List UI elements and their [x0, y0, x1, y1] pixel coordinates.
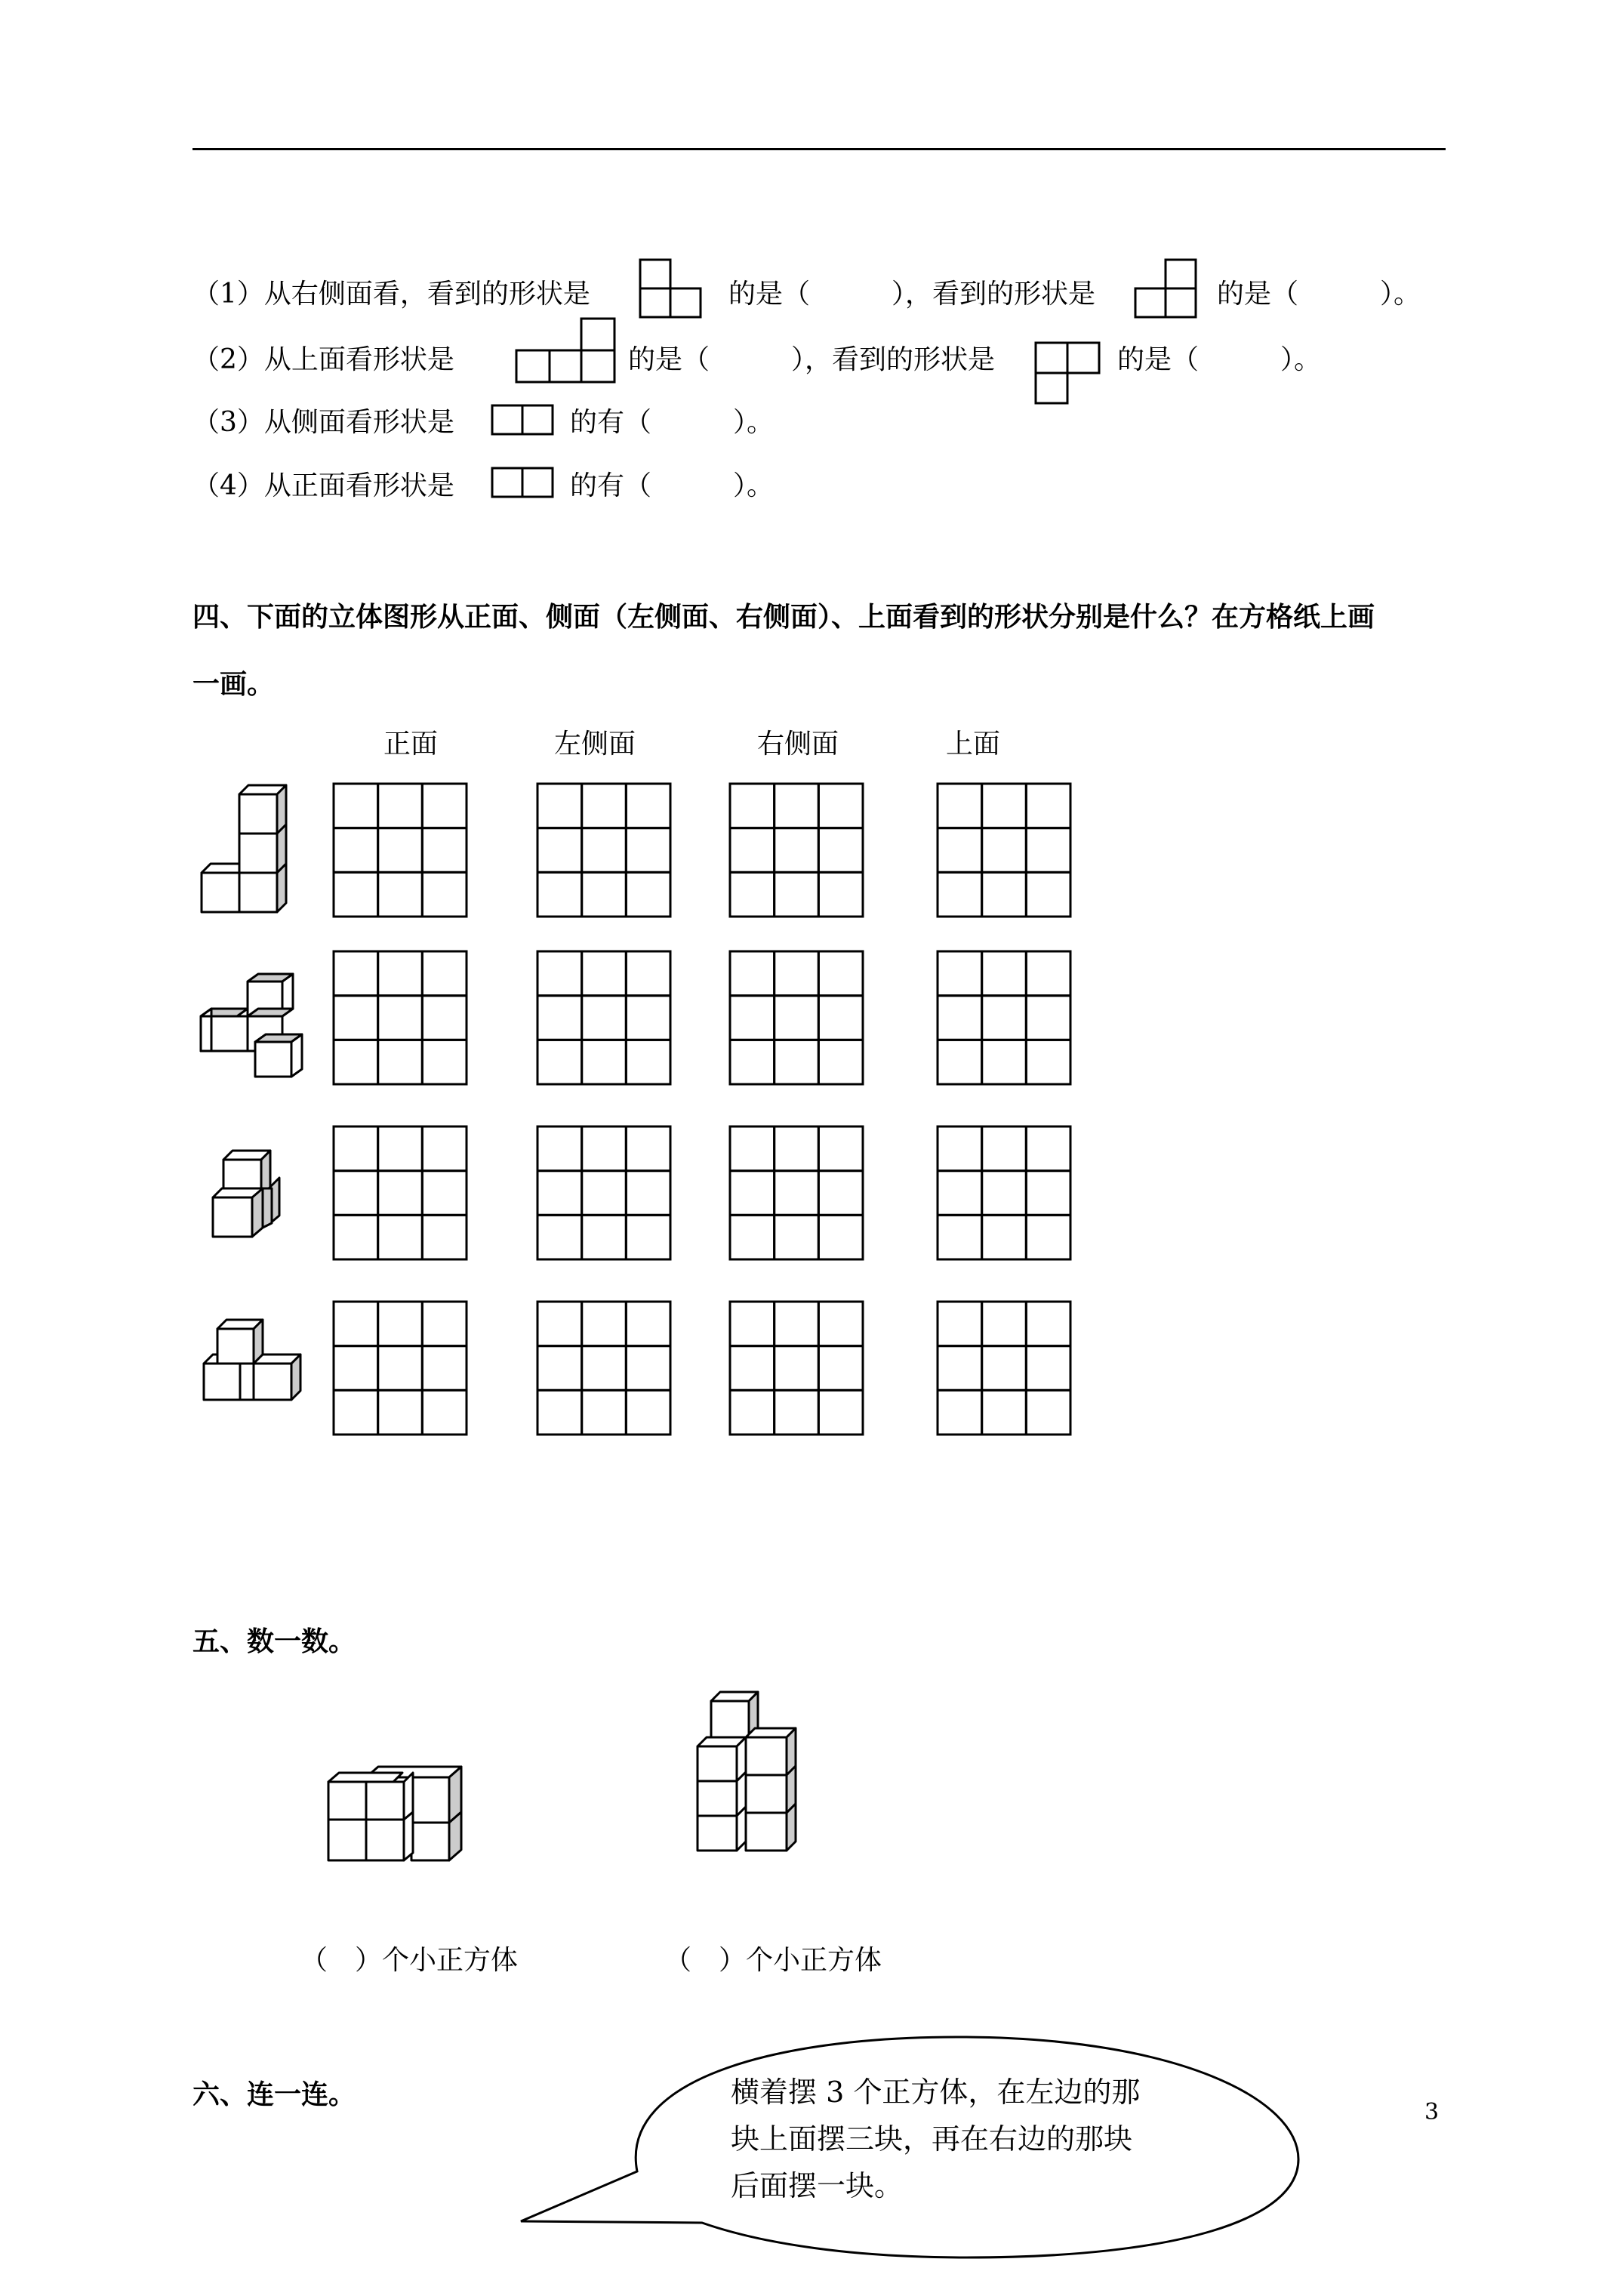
grid-cell[interactable] — [1026, 951, 1070, 996]
grid-cell[interactable] — [938, 784, 982, 828]
q3-text-b: 的有（ ）。 — [570, 407, 775, 438]
grid-cell[interactable] — [938, 996, 982, 1040]
q4-shape — [491, 467, 556, 500]
q1-shape-b — [1134, 258, 1202, 319]
grid-cell[interactable] — [422, 872, 467, 917]
grid-cell[interactable] — [378, 1215, 423, 1259]
q1-text-b: 的是（ ），看到的形状是 — [728, 279, 1096, 310]
grid-cell[interactable] — [334, 1390, 378, 1435]
grid-cell[interactable] — [334, 1040, 378, 1084]
grid-cell[interactable] — [334, 872, 378, 917]
grid-cell[interactable] — [938, 872, 982, 917]
grid-cell[interactable] — [582, 1390, 627, 1435]
grid-cell[interactable] — [334, 1346, 378, 1391]
grid-cell[interactable] — [334, 1171, 378, 1216]
grid-cell[interactable] — [730, 951, 775, 996]
grid-cell[interactable] — [982, 1126, 1027, 1171]
grid-cell[interactable] — [537, 951, 582, 996]
grid-cell[interactable] — [334, 828, 378, 873]
grid-cell[interactable] — [818, 1215, 863, 1259]
q1-text-a: （1）从右侧面看，看到的形状是 — [192, 279, 590, 310]
grid-cell[interactable] — [982, 1040, 1027, 1084]
grid-cell[interactable] — [1026, 1040, 1070, 1084]
grid-cell[interactable] — [1026, 1346, 1070, 1391]
grid-cell[interactable] — [818, 1346, 863, 1391]
grid-cell[interactable] — [537, 1171, 582, 1216]
grid-cell[interactable] — [422, 828, 467, 873]
grid-cell[interactable] — [982, 872, 1027, 917]
grid-cell[interactable] — [582, 996, 627, 1040]
grid-cell[interactable] — [378, 872, 423, 917]
grid-cell[interactable] — [982, 996, 1027, 1040]
grid-cell[interactable] — [626, 951, 670, 996]
grid-cell[interactable] — [1026, 828, 1070, 873]
q2-text-c: 的是（ ）。 — [1117, 344, 1322, 375]
grid-cell[interactable] — [1026, 1302, 1070, 1346]
grid-cell[interactable] — [422, 1040, 467, 1084]
grid-cell[interactable] — [537, 872, 582, 917]
grid-cell[interactable] — [775, 1126, 819, 1171]
grid-cell[interactable] — [938, 1126, 982, 1171]
q2-shape-a — [515, 317, 621, 385]
grid-front-row-1[interactable] — [332, 782, 468, 918]
count-figure-1 — [321, 1759, 472, 1865]
q4-text-b: 的有（ ）。 — [570, 470, 775, 501]
grid-left-side-row-4[interactable] — [536, 1300, 672, 1436]
grid-cell[interactable] — [775, 996, 819, 1040]
section6-title: 六、连一连。 — [192, 2079, 356, 2110]
grid-cell[interactable] — [334, 1302, 378, 1346]
grid-cell[interactable] — [982, 951, 1027, 996]
grid-left-side-row-1[interactable] — [536, 782, 672, 918]
grid-cell[interactable] — [775, 828, 819, 873]
grid-top-row-3[interactable] — [936, 1125, 1072, 1261]
grid-cell[interactable] — [582, 784, 627, 828]
bubble-line-1: 横着摆 3 个正方体，在左边的那 — [731, 2076, 1141, 2109]
grid-cell[interactable] — [582, 1346, 627, 1391]
grid-cell[interactable] — [818, 828, 863, 873]
grid-cell[interactable] — [775, 1215, 819, 1259]
grid-cell[interactable] — [938, 1390, 982, 1435]
grid-cell[interactable] — [938, 1171, 982, 1216]
grid-cell[interactable] — [982, 1215, 1027, 1259]
grid-cell[interactable] — [775, 1171, 819, 1216]
grid-cell[interactable] — [537, 784, 582, 828]
grid-cell[interactable] — [582, 1302, 627, 1346]
grid-cell[interactable] — [818, 872, 863, 917]
grid-cell[interactable] — [378, 784, 423, 828]
grid-cell[interactable] — [537, 996, 582, 1040]
cube-figure-2 — [198, 974, 303, 1080]
grid-cell[interactable] — [334, 1126, 378, 1171]
grid-cell[interactable] — [982, 784, 1027, 828]
bubble-line-2: 块上面摆三块，再在右边的那块 — [731, 2122, 1133, 2156]
grid-cell[interactable] — [938, 1040, 982, 1084]
grid-cell[interactable] — [775, 1040, 819, 1084]
answer-2: （ ）个小正方体 — [664, 1945, 882, 1976]
grid-cell[interactable] — [818, 1171, 863, 1216]
grid-cell[interactable] — [422, 1390, 467, 1435]
grid-top-row-1[interactable] — [936, 782, 1072, 918]
grid-cell[interactable] — [818, 951, 863, 996]
grid-cell[interactable] — [730, 1171, 775, 1216]
grid-cell[interactable] — [582, 828, 627, 873]
grid-cell[interactable] — [938, 1346, 982, 1391]
grid-cell[interactable] — [626, 872, 670, 917]
grid-cell[interactable] — [730, 1126, 775, 1171]
grid-cell[interactable] — [1026, 1390, 1070, 1435]
grid-cell[interactable] — [1026, 1171, 1070, 1216]
grid-top-row-2[interactable] — [936, 950, 1072, 1086]
grid-cell[interactable] — [582, 951, 627, 996]
grid-cell[interactable] — [378, 1171, 423, 1216]
grid-cell[interactable] — [626, 1171, 670, 1216]
grid-cell[interactable] — [626, 784, 670, 828]
grid-cell[interactable] — [938, 1302, 982, 1346]
grid-cell[interactable] — [1026, 784, 1070, 828]
grid-right-side-row-4[interactable] — [728, 1300, 864, 1436]
grid-cell[interactable] — [582, 1215, 627, 1259]
header-front: 正面 — [383, 729, 439, 760]
grid-cell[interactable] — [378, 1040, 423, 1084]
grid-cell[interactable] — [334, 951, 378, 996]
grid-cell[interactable] — [582, 872, 627, 917]
cube-figure-4 — [198, 1314, 311, 1419]
grid-cell[interactable] — [1026, 1126, 1070, 1171]
grid-cell[interactable] — [775, 1346, 819, 1391]
q3-shape — [491, 404, 556, 437]
grid-cell[interactable] — [422, 1302, 467, 1346]
grid-cell[interactable] — [626, 1126, 670, 1171]
grid-cell[interactable] — [1026, 996, 1070, 1040]
grid-cell[interactable] — [537, 1302, 582, 1346]
grid-cell[interactable] — [730, 828, 775, 873]
grid-cell[interactable] — [730, 872, 775, 917]
grid-cell[interactable] — [378, 1302, 423, 1346]
grid-cell[interactable] — [730, 996, 775, 1040]
cube-figure-3 — [205, 1148, 296, 1253]
grid-cell[interactable] — [582, 1126, 627, 1171]
grid-cell[interactable] — [626, 996, 670, 1040]
grid-cell[interactable] — [626, 1040, 670, 1084]
grid-left-side-row-3[interactable] — [536, 1125, 672, 1261]
q3-text-a: （3）从侧面看形状是 — [192, 407, 454, 438]
grid-cell[interactable] — [422, 1126, 467, 1171]
header-left-side: 左侧面 — [554, 729, 636, 760]
grid-cell[interactable] — [730, 1040, 775, 1084]
grid-cell[interactable] — [730, 1390, 775, 1435]
grid-cell[interactable] — [422, 951, 467, 996]
grid-cell[interactable] — [378, 1390, 423, 1435]
grid-cell[interactable] — [775, 784, 819, 828]
grid-cell[interactable] — [982, 1302, 1027, 1346]
grid-cell[interactable] — [537, 1215, 582, 1259]
grid-cell[interactable] — [982, 1346, 1027, 1391]
grid-cell[interactable] — [938, 1215, 982, 1259]
grid-front-row-4[interactable] — [332, 1300, 468, 1436]
grid-cell[interactable] — [537, 1040, 582, 1084]
grid-cell[interactable] — [422, 1346, 467, 1391]
grid-cell[interactable] — [626, 1215, 670, 1259]
grid-cell[interactable] — [378, 1126, 423, 1171]
q4-text-a: （4）从正面看形状是 — [192, 470, 454, 501]
grid-cell[interactable] — [730, 1346, 775, 1391]
grid-cell[interactable] — [938, 951, 982, 996]
grid-cell[interactable] — [818, 1126, 863, 1171]
grid-cell[interactable] — [982, 1390, 1027, 1435]
grid-cell[interactable] — [378, 996, 423, 1040]
grid-cell[interactable] — [730, 784, 775, 828]
grid-cell[interactable] — [378, 1346, 423, 1391]
q2-shape-b — [1034, 341, 1102, 406]
grid-cell[interactable] — [626, 1346, 670, 1391]
grid-cell[interactable] — [537, 1126, 582, 1171]
grid-cell[interactable] — [422, 1171, 467, 1216]
grid-cell[interactable] — [982, 828, 1027, 873]
grid-cell[interactable] — [1026, 872, 1070, 917]
count-figure-2 — [693, 1687, 814, 1869]
grid-cell[interactable] — [818, 996, 863, 1040]
header-top: 上面 — [946, 729, 1001, 760]
section4-title-line2: 一画。 — [192, 668, 275, 700]
grid-cell[interactable] — [378, 951, 423, 996]
grid-front-row-3[interactable] — [332, 1125, 468, 1261]
grid-cell[interactable] — [818, 784, 863, 828]
grid-cell[interactable] — [582, 1040, 627, 1084]
q2-text-a: （2）从上面看形状是 — [192, 344, 454, 375]
q1-shape-a — [639, 258, 707, 319]
grid-cell[interactable] — [730, 1215, 775, 1259]
grid-right-side-row-2[interactable] — [728, 950, 864, 1086]
grid-cell[interactable] — [818, 1040, 863, 1084]
grid-cell[interactable] — [730, 1302, 775, 1346]
grid-cell[interactable] — [626, 1302, 670, 1346]
answer-1: （ ）个小正方体 — [300, 1945, 519, 1976]
grid-cell[interactable] — [334, 784, 378, 828]
bubble-content — [731, 2069, 1140, 2209]
grid-front-row-2[interactable] — [332, 950, 468, 1086]
grid-cell[interactable] — [818, 1302, 863, 1346]
bubble-line-3: 后面摆一块。 — [731, 2169, 904, 2202]
grid-cell[interactable] — [775, 1390, 819, 1435]
grid-cell[interactable] — [818, 1390, 863, 1435]
grid-cell[interactable] — [537, 828, 582, 873]
grid-cell[interactable] — [982, 1171, 1027, 1216]
grid-cell[interactable] — [775, 1302, 819, 1346]
grid-cell[interactable] — [537, 1390, 582, 1435]
grid-cell[interactable] — [626, 828, 670, 873]
cube-figure-1 — [198, 782, 296, 918]
section5-title: 五、数一数。 — [192, 1626, 356, 1657]
q1-text-c: 的是（ ）。 — [1217, 279, 1421, 310]
grid-cell[interactable] — [422, 1215, 467, 1259]
grid-cell[interactable] — [775, 951, 819, 996]
section4-title-line1: 四、下面的立体图形从正面、侧面（左侧面、右侧面）、上面看到的形状分别是什么？在方格纸上画 — [192, 601, 1375, 633]
grid-cell[interactable] — [775, 872, 819, 917]
grid-cell[interactable] — [537, 1346, 582, 1391]
grid-cell[interactable] — [334, 1215, 378, 1259]
grid-right-side-row-3[interactable] — [728, 1125, 864, 1261]
q2-text-b: 的是（ ），看到的形状是 — [628, 344, 996, 375]
grid-cell[interactable] — [422, 996, 467, 1040]
header-right-side: 右侧面 — [757, 729, 839, 760]
grid-right-side-row-1[interactable] — [728, 782, 864, 918]
header-rule — [192, 148, 1446, 150]
grid-cell[interactable] — [1026, 1215, 1070, 1259]
grid-top-row-4[interactable] — [936, 1300, 1072, 1436]
grid-cell[interactable] — [422, 784, 467, 828]
grid-cell[interactable] — [626, 1390, 670, 1435]
grid-cell[interactable] — [334, 996, 378, 1040]
grid-cell[interactable] — [938, 828, 982, 873]
grid-cell[interactable] — [378, 828, 423, 873]
grid-left-side-row-2[interactable] — [536, 950, 672, 1086]
grid-cell[interactable] — [582, 1171, 627, 1216]
page-number: 3 — [1424, 2099, 1440, 2125]
